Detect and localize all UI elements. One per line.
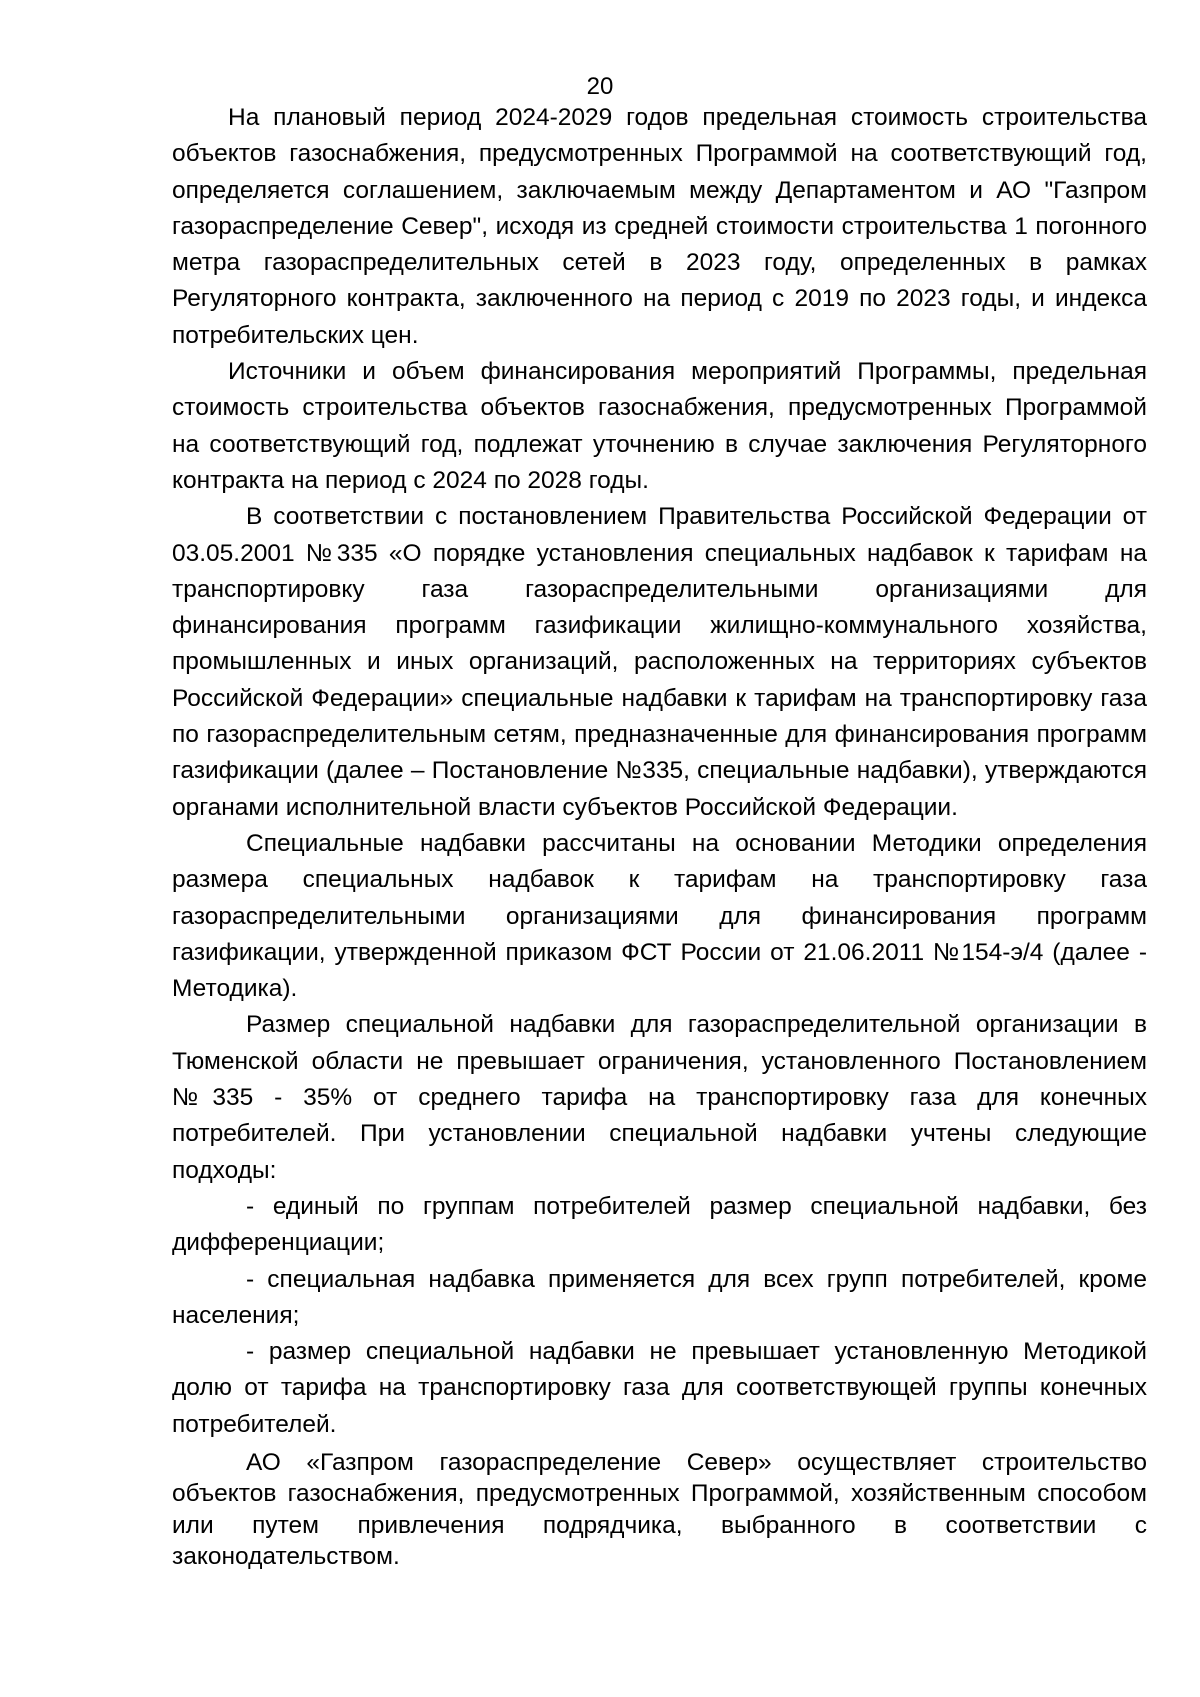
paragraph-funding-sources: Источники и объем финансирования мероприятий Программы, предельная стоимость строительства объектов газоснабжения, предусмотренных Программой на соответствующий год, подлежат уточнению в случае заключения Регуляторного контракта на период с 2024 по 2028 годы.	[172, 358, 1147, 494]
paragraph-planning-period-cost: На плановый период 2024-2029 годов предельная стоимость строительства объектов газоснабжения, предусмотренных Программой на соответствующий год, определяется соглашением, заключаемым между Департаментом и АО "Газпром газораспределение Север", исходя из средней стоимости строительства 1 погонного метра газораспределительных сетей в 2023 году, определенных в рамках Регуляторного контракта, заключенного на период с 2019 по 2023 годы, и индекса потребительских цен.	[172, 104, 1147, 349]
list-item-methodology-share: - размер специальной надбавки не превышает установленную Методикой долю от тарифа на транспортировку газа для соответствующей группы конечных потребителей.	[172, 1338, 1147, 1438]
document-body	[172, 100, 1147, 1573]
paragraph-construction-method: АО «Газпром газораспределение Север» осуществляет строительство объектов газоснабжения, предусмотренных Программой, хозяйственным способом или путем привлечения подрядчика, выбранного в соответствии с законодательством.	[172, 1448, 1147, 1571]
page-number: 20	[586, 73, 614, 100]
paragraph-surcharge-size: Размер специальной надбавки для газораспределительной организации в Тюменской области не превышает ограничения, установленного Постановлением №335 - 35% от среднего тарифа на транспортировку газа для конечных потребителей. При установлении специальной надбавки учтены следующие подходы:	[172, 1011, 1147, 1184]
paragraph-resolution-335: В соответствии с постановлением Правительства Российской Федерации от 03.05.2001 №335 «О порядке установления специальных надбавок к тарифам на транспортировку газа газораспределительными организациями для финансирования программ газификации жилищно-коммунального хозяйства, промышленных и иных организаций, расположенных на территориях субъектов Российской Федерации» специальные надбавки к тарифам на транспортировку газа по газораспределительным сетям, предназначенные для финансирования программ газификации (далее – Постановление №335, специальные надбавки), утверждаются органами исполнительной власти субъектов Российской Федерации.	[172, 503, 1147, 821]
list-item-excluding-population: - специальная надбавка применяется для всех групп потребителей, кроме населения;	[172, 1265, 1147, 1329]
list-item-uniform-surcharge: - единый по группам потребителей размер специальной надбавки, без дифференциации;	[172, 1192, 1147, 1257]
paragraph-methodology: Специальные надбавки рассчитаны на основании Методики определения размера специальных надбавок к тарифам на транспортировку газа газораспределительными организациями для финансирования программ газификации, утвержденной приказом ФСТ России от 21.06.2011 №154-э/4 (далее - Методика).	[172, 829, 1147, 1003]
